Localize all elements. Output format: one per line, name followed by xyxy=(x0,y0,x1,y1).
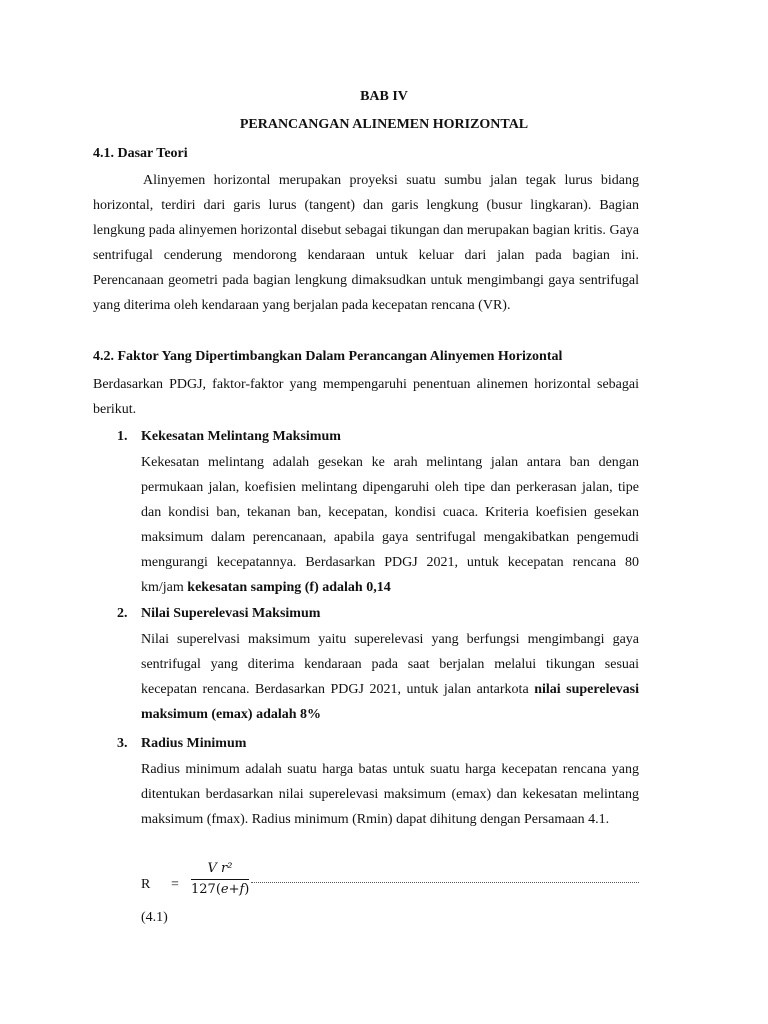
fraction-bar xyxy=(191,879,249,880)
equation-fraction xyxy=(191,860,249,899)
equation-numerator: V r² xyxy=(207,861,233,876)
list-item-body: Radius minimum adalah suatu harga batas untuk suatu harga kecepatan rencana yang ditentukan berdasarkan nilai superelevasi maksimum (emax) dan kekesatan melintang maksimum (fmax). Radius minimum (Rmin) dapat dihitung dengan Persamaan 4.1. xyxy=(141,762,639,827)
dotted-leader xyxy=(251,882,639,883)
equation-number: (4.1) xyxy=(141,910,168,925)
section-4-1-paragraph: Alinyemen horizontal merupakan proyeksi suatu sumbu jalan tegak lurus bidang horizontal, terdiri dari garis lurus (tangent) dan garis lengkung (busur lingkaran). Bagian lengkung pada alinyemen horizontal disebut sebagai tikungan dan merupakan bagian kritis. Gaya sentrifugal cenderung mendorong kendaraan untuk keluar dari jalan pada bagian ini. Perencanaan geometri pada bagian lengkung dimaksudkan untuk mengimbangi gaya sentrifugal yang diterima oleh kendaraan yang berjalan pada kecepatan rencana (VR). xyxy=(93,173,639,313)
list-item-number: 1. xyxy=(117,429,128,444)
list-item-heading: Kekesatan Melintang Maksimum xyxy=(141,429,341,444)
section-4-2-intro: Berdasarkan PDGJ, faktor-faktor yang mempengaruhi penentuan alinemen horizontal sebagai berikut. xyxy=(93,377,639,417)
equation-lhs: R xyxy=(141,877,151,892)
list-item-number: 2. xyxy=(117,606,128,621)
section-heading-4-1: 4.1. Dasar Teori xyxy=(93,146,188,161)
equation-denominator: 127(e+f) xyxy=(191,882,250,897)
chapter-title: PERANCANGAN ALINEMEN HORIZONTAL xyxy=(239,117,529,132)
list-item-body: Kekesatan melintang adalah gesekan ke arah melintang jalan antara ban dengan permukaan jalan, koefisien melintang dipengaruhi oleh tipe dan perkerasan jalan, tipe dan kondisi ban, tekanan ban, kecepatan, kondisi cuaca. Kriteria koefisien gesekan maksimum dalam perencanaan, apabila gaya sentrifugal mengakibatkan pengemudi mengurangi kecepatannya. Berdasarkan PDGJ 2021, untuk kecepatan rencana 80 km/jam kekesatan samping (f) adalah 0,14 xyxy=(141,455,639,595)
chapter-label: BAB IV xyxy=(360,89,408,104)
equation-equals: = xyxy=(171,877,179,892)
section-heading-4-2: 4.2. Faktor Yang Dipertimbangkan Dalam Perancangan Alinyemen Horizontal xyxy=(93,349,563,364)
list-item-heading: Radius Minimum xyxy=(141,736,247,751)
list-item-number: 3. xyxy=(117,736,128,751)
list-item-body: Nilai superelvasi maksimum yaitu superelevasi yang berfungsi mengimbangi gaya sentrifugal yang diterima kendaraan pada saat berjalan melalui tikungan sesuai kecepatan rencana. Berdasarkan PDGJ 2021, untuk jalan antarkota nilai superelevasi maksimum (emax) adalah 8% xyxy=(141,632,640,722)
equation-4-1 xyxy=(141,861,641,906)
list-item-heading: Nilai Superelevasi Maksimum xyxy=(141,606,321,621)
